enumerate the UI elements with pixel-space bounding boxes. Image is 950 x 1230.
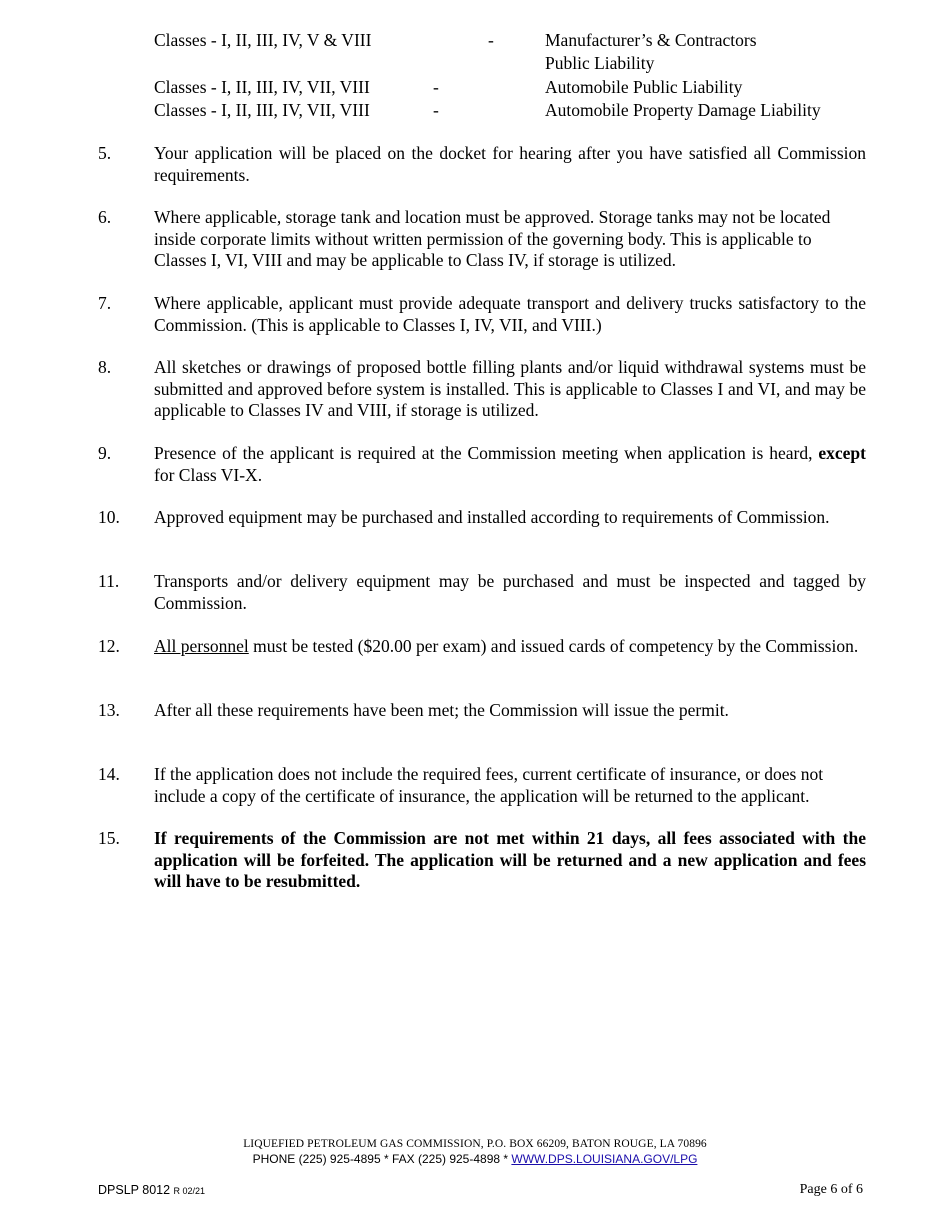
insurance-dash: - [488,30,494,50]
list-item [98,636,868,658]
item-text: Your application will be placed on the docket for hearing after you have satisfied all Commission requirements. [154,143,866,185]
list-item [98,207,868,272]
item-text [154,443,866,486]
list-item [98,507,868,529]
item-number: 14. [98,764,120,784]
list-item [98,443,868,486]
form-revision: R 02/21 [173,1186,206,1196]
footer-address: LIQUEFIED PETROLEUM GAS COMMISSION, P.O. BOX 66209, BATON ROUGE, LA 70896 [243,1138,707,1150]
insurance-dash: - [433,77,439,97]
item-number: 8. [98,357,112,377]
insurance-classes: Classes - I, II, III, IV, VII, VIII [154,77,370,97]
form-identifier [98,1183,205,1197]
item-text: Approved equipment may be purchased and installed according to requirements of Commission. [154,507,830,527]
insurance-row [154,52,874,75]
insurance-row [154,76,874,99]
list-item [98,293,868,336]
insurance-row [154,99,874,122]
item-text-part: for Class VI-X. [154,464,263,485]
item-text-part: Presence of the applicant is required at the Commission meeting when application is heard, [154,443,813,463]
item-number: 11. [98,571,120,591]
insurance-classes: Classes - I, II, III, IV, VII, VIII [154,100,370,120]
item-text [154,636,866,658]
item-text: After all these requirements have been met; the Commission will issue the permit. [154,700,729,720]
list-item [98,143,868,186]
list-item [98,764,868,807]
insurance-type: Automobile Property Damage Liability [545,100,821,120]
insurance-dash: - [433,100,439,120]
item-number: 9. [98,443,112,463]
item-number: 12. [98,636,120,656]
item-text-emphasis: except [818,443,866,463]
item-text: Where applicable, applicant must provide adequate transport and delivery trucks satisfactory to the Commission. (This is applicable to Classes I, IV, VII, and VIII.) [154,293,866,335]
item-number: 15. [98,828,120,848]
item-text-part: must be tested ($20.00 per exam) and issued cards of competency by the Commission. [248,636,859,656]
page-number: Page 6 of 6 [799,1182,863,1197]
list-item [98,828,868,893]
item-text: All sketches or drawings of proposed bottle filling plants and/or liquid withdrawal systems must be submitted and approved before system is installed. This is applicable to Classes I and VI, and may be applicable to Classes IV and VIII, if storage is utilized. [154,357,866,420]
website-link[interactable]: WWW.DPS.LOUISIANA.GOV/LPG [511,1152,698,1166]
footer-contact [0,1152,950,1166]
item-number: 5. [98,143,112,163]
item-text: Transports and/or delivery equipment may be purchased and must be inspected and tagged by Commission. [154,571,866,613]
form-number: DPSLP 8012 [98,1183,171,1197]
insurance-type: Manufacturer’s & Contractors [545,30,757,50]
item-text: If requirements of the Commission are not met within 21 days, all fees associated with the application will be forfeited. The application will be returned and a new application and fees will have to be resubmitted. [154,828,866,891]
footer-phone-fax: PHONE (225) 925-4895 * FAX (225) 925-4898 * [252,1152,512,1166]
item-number: 13. [98,700,120,720]
item-text: If the application does not include the required fees, current certificate of insurance, or does not include a copy of the certificate of insurance, the application will be returned to the applicant. [154,764,824,806]
list-item [98,700,868,722]
insurance-row [154,29,874,52]
list-item [98,571,868,614]
item-number: 7. [98,293,112,313]
insurance-type: Public Liability [545,53,655,73]
list-item [98,357,868,422]
insurance-classes: Classes - I, II, III, IV, V & VIII [154,30,372,50]
insurance-type: Automobile Public Liability [545,77,743,97]
item-number: 10. [98,507,120,527]
item-text: Where applicable, storage tank and location must be approved. Storage tanks may not be located inside corporate limits without written permission of the governing body. This is applicable to Classes I, VI, VIII and may be applicable to Class IV, if storage is utilized. [154,207,831,270]
item-number: 6. [98,207,112,227]
item-text-underlined: All personnel [154,636,249,656]
